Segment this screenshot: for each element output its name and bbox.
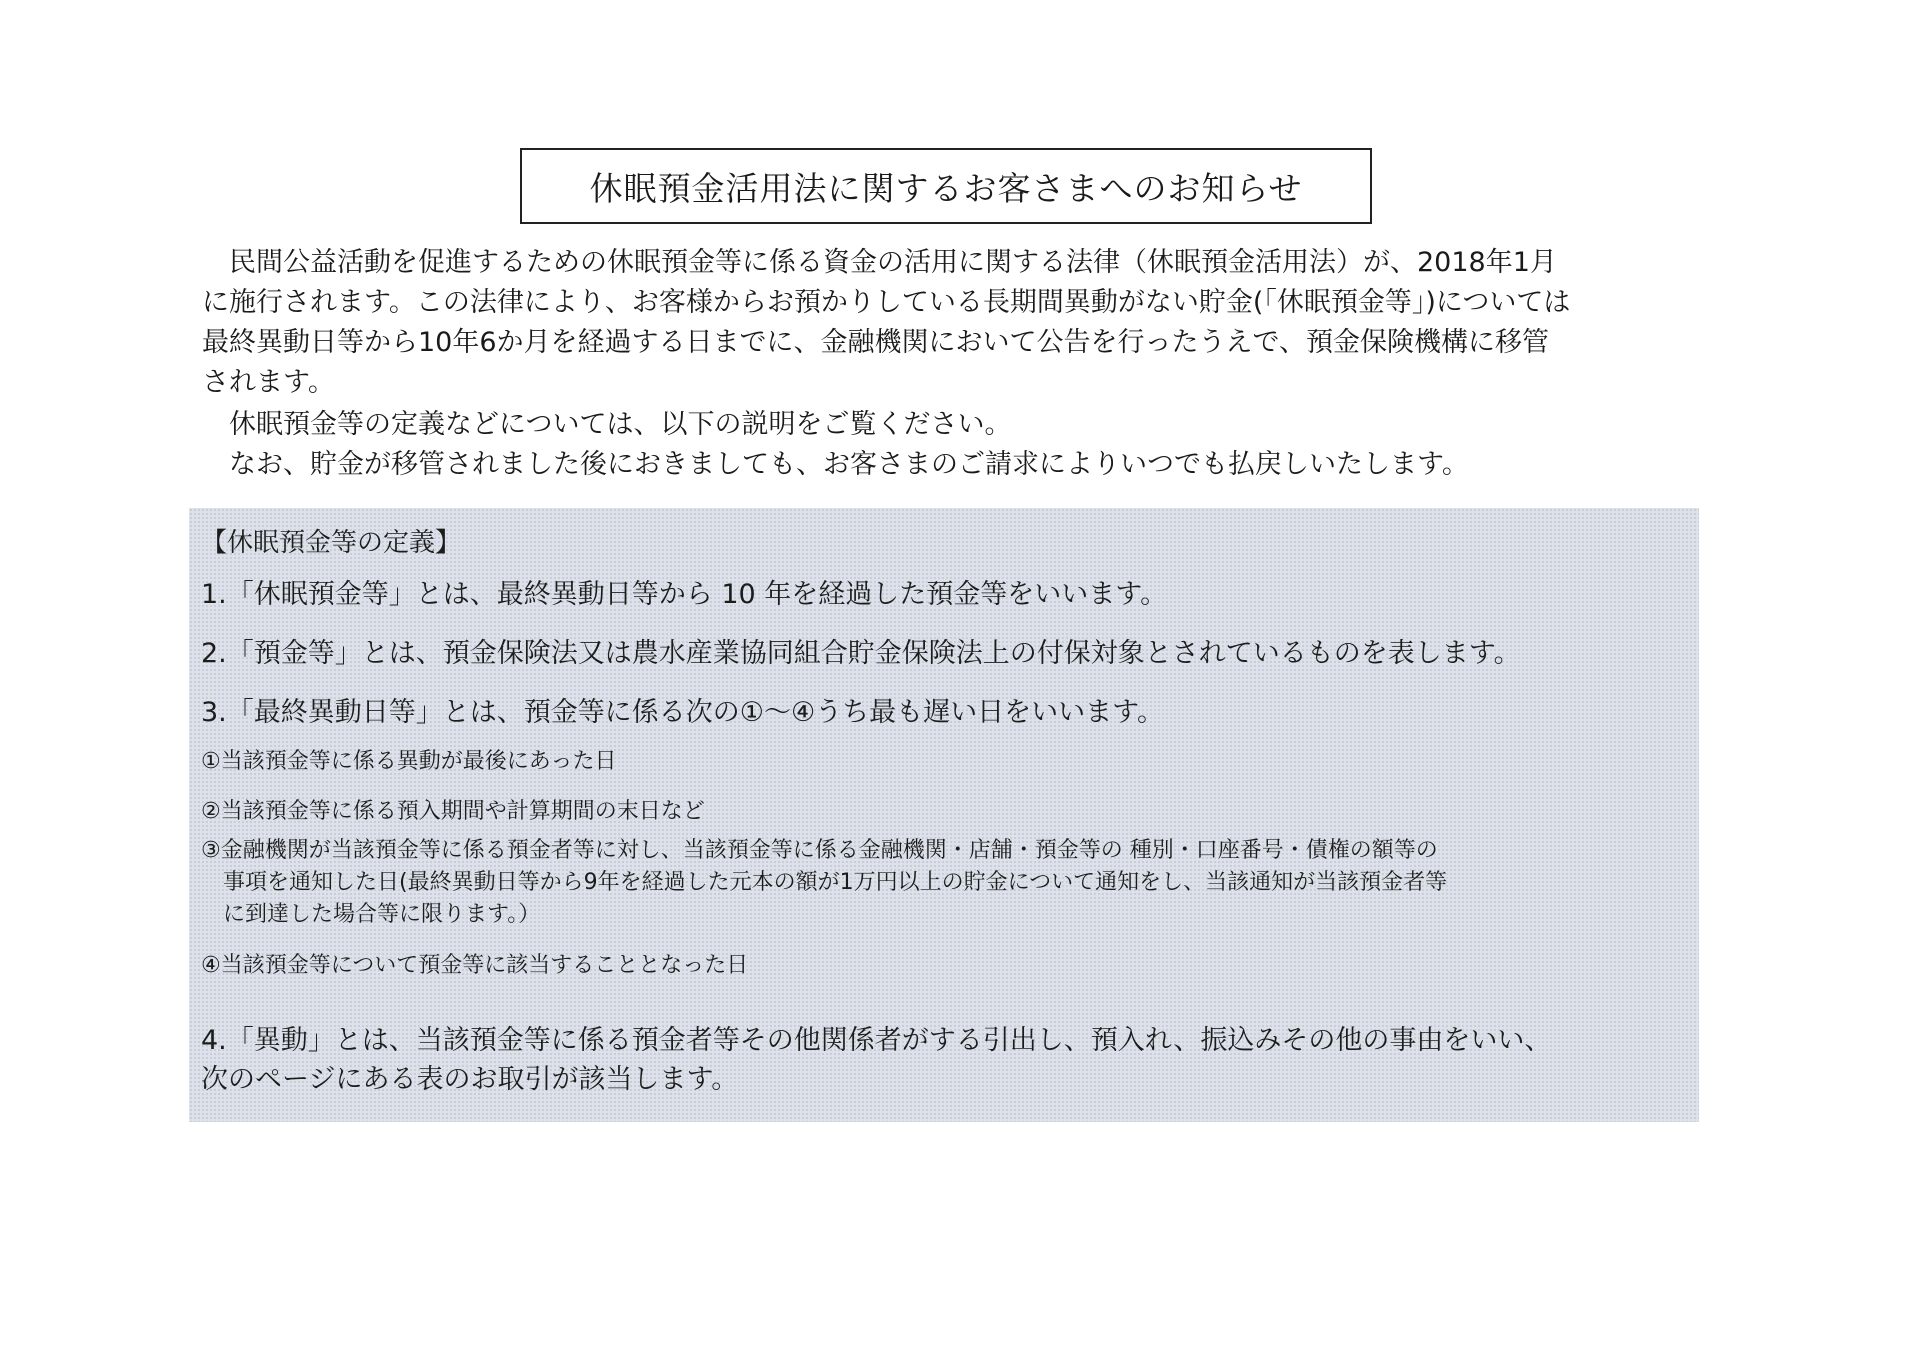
definition-sub-3-line: ③金融機関が当該預金等に係る預金者等に対し、当該預金等に係る金融機関・店舗・預金等の 種別・口座番号・債権の額等の xyxy=(201,838,1438,863)
definitions-panel xyxy=(189,508,1699,1122)
intro-line: 最終異動日等から10年6か月を経過する日までに、金融機関において公告を行ったうえで、預金保険機構に移管 xyxy=(202,327,1549,358)
definitions-heading: 【休眠預金等の定義】 xyxy=(201,528,462,558)
notice-title-box xyxy=(520,148,1372,224)
intro-line: されます。 xyxy=(202,367,335,398)
intro-line: 休眠預金等の定義などについては、以下の説明をご覧ください。 xyxy=(202,409,1012,440)
definition-sub-1: ①当該預金等に係る異動が最後にあった日 xyxy=(201,749,617,774)
definition-item-4-line: 4.「異動」とは、当該預金等に係る預金者等その他関係者がする引出し、預入れ、振込みその他の事由をいい、 xyxy=(201,1025,1552,1056)
definition-sub-4: ④当該預金等について預金等に該当することとなった日 xyxy=(201,953,749,978)
definition-sub-2: ②当該預金等に係る預入期間や計算期間の末日など xyxy=(201,799,705,824)
definition-item-4-line: 次のページにある表のお取引が該当します。 xyxy=(201,1064,739,1095)
definition-item-1: 1.「休眠預金等」とは、最終異動日等から 10 年を経過した預金等をいいます。 xyxy=(201,579,1168,610)
intro-line: に施行されます。この法律により、お客様からお預かりしている長期間異動がない貯金(「休眠預金等」)については xyxy=(202,287,1571,318)
definition-item-2: 2.「預金等」とは、預金保険法又は農水産業協同組合貯金保険法上の付保対象とされているものを表します。 xyxy=(201,638,1521,669)
intro-paragraph xyxy=(202,243,1722,485)
intro-line: なお、貯金が移管されました後におきましても、お客さまのご請求によりいつでも払戻しいたします。 xyxy=(202,449,1469,480)
notice-title: 休眠預金活用法に関するお客さまへのお知らせ xyxy=(589,168,1303,208)
definition-sub-3-line: に到達した場合等に限ります。） xyxy=(201,902,541,927)
definition-item-3: 3.「最終異動日等」とは、預金等に係る次の①～④うち最も遅い日をいいます。 xyxy=(201,697,1165,728)
definition-sub-3-line: 事項を通知した日(最終異動日等から9年を経過した元本の額が1万円以上の貯金について通知をし、当該通知が当該預金者等 xyxy=(201,870,1448,895)
intro-line: 民間公益活動を促進するための休眠預金等に係る資金の活用に関する法律（休眠預金活用法）が、2018年1月 xyxy=(202,247,1557,278)
